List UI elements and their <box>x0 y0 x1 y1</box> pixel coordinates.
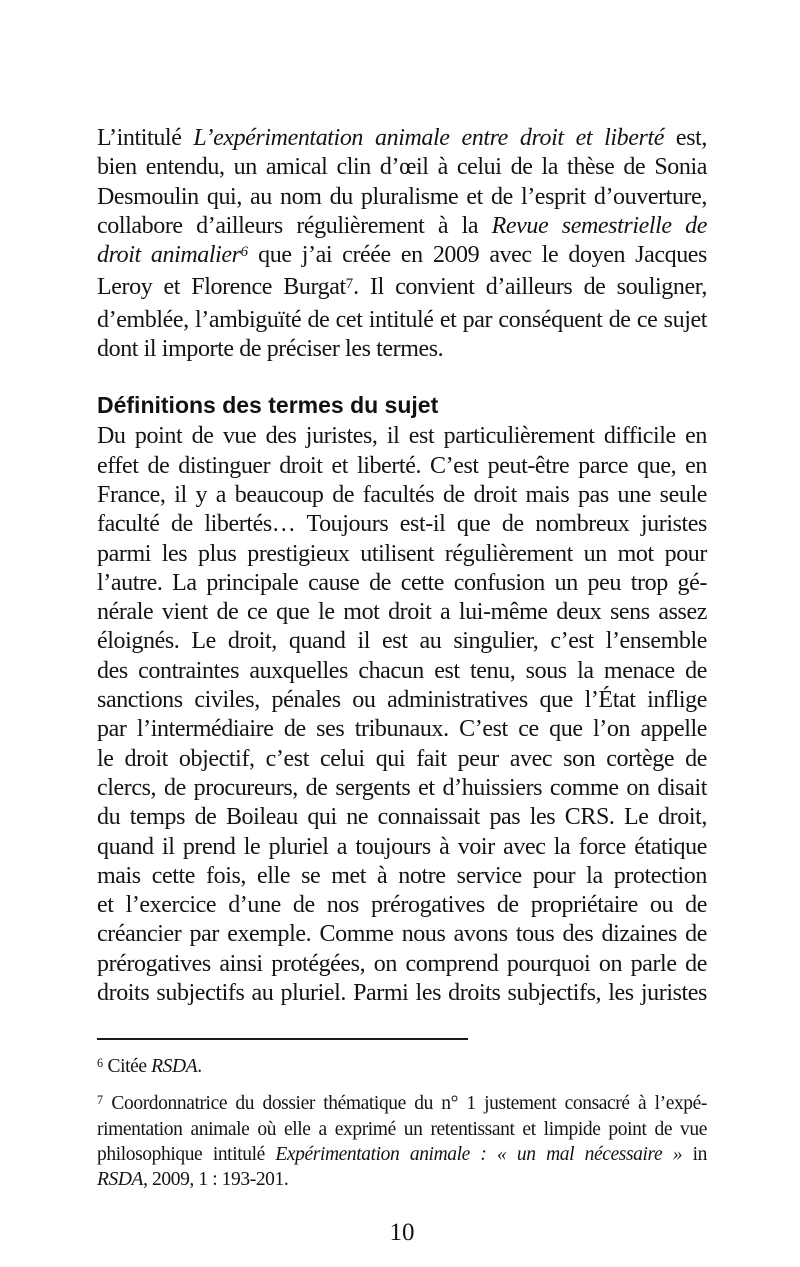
text-line: $^7$ Coordonnatrice du dossier thématique du n° 1 justement consacré à l’expé- <box>97 1092 707 1115</box>
text-line: collabore d’ailleurs régulièrement à la Revue semestrielle de <box>97 212 707 239</box>
text-line: dont il importe de préciser les termes. <box>97 336 444 363</box>
paragraph-definitions <box>97 422 707 1008</box>
text-line: sanctions civiles, pénales ou administratives que l’État inflige <box>97 687 707 714</box>
paragraph-intro <box>97 124 707 364</box>
footnote-7 <box>97 1092 707 1192</box>
text-line: l’autre. La principale cause de cette confusion un peu trop gé- <box>97 569 707 596</box>
text-line: Desmoulin qui, au nom du pluralisme et de l’esprit d’ouverture, <box>97 183 707 210</box>
text-line: prérogatives ainsi protégées, on comprend pourquoi on parle de <box>97 950 707 977</box>
text-line: L’intitulé L’expérimentation animale entre droit et liberté est, <box>97 125 707 151</box>
text-line: Leroy et Florence Burgat$^7$. Il convient d’ailleurs de souligner, <box>97 274 707 301</box>
text-line: faculté de libertés… Toujours est-il que de nombreux juristes <box>97 511 707 538</box>
text-line: bien entendu, un amical clin d’œil à celui de la thèse de Sonia <box>97 154 707 181</box>
text-line: Du point de vue des juristes, il est particulièrement difficile en <box>97 423 707 450</box>
text-line: clercs, de procureurs, de sergents et d’huissiers comme on disait <box>97 774 707 801</box>
text-line: créancier par exemple. Comme nous avons tous des dizaines de <box>97 921 707 948</box>
text-line: mais cette fois, elle se met à notre service pour la protection <box>97 862 707 889</box>
page-number: 10 <box>389 1219 415 1247</box>
text-line: parmi les plus prestigieux utilisent régulièrement un mot pour <box>97 540 707 567</box>
text-line: droit animalier$^6$ que j’ai créée en 2009 avec le doyen Jacques <box>97 242 707 269</box>
text-line: le droit objectif, c’est celui qui fait peur avec son cortège de <box>97 745 707 772</box>
section-heading: Définitions des termes du sujet <box>97 392 439 419</box>
text-line: philosophique intitulé Expérimentation animale : « un mal nécessaire » in <box>97 1143 707 1165</box>
text-line: nérale vient de ce que le mot droit a lui-même deux sens assez <box>97 599 707 626</box>
text-line: par l’intermédiaire de ses tribunaux. C’est ce que l’on appelle <box>97 716 707 743</box>
text-line: RSDA, 2009, 1 : 193-201. <box>97 1168 289 1190</box>
text-line: des contraintes auxquelles chacun est tenu, sous la menace de <box>97 657 707 684</box>
text-line: d’emblée, l’ambiguïté de cet intitulé et par conséquent de ce sujet <box>97 306 707 333</box>
text-column <box>97 0 707 1248</box>
text-line: et l’exercice d’une de nos prérogatives de propriétaire ou de <box>97 892 707 919</box>
text-line: France, il y a beaucoup de facultés de droit mais pas une seule <box>97 481 707 508</box>
footnote-separator-rule <box>97 1038 468 1040</box>
text-line: $^6$ Citée RSDA. <box>97 1055 202 1078</box>
text-line: rimentation animale où elle a exprimé un retentissant et limpide point de vue <box>97 1118 707 1140</box>
text-line: quand il prend le pluriel a toujours à voir avec la force étatique <box>97 833 707 860</box>
footnote-6 <box>97 1055 707 1081</box>
text-line: du temps de Boileau qui ne connaissait pas les CRS. Le droit, <box>97 804 707 831</box>
text-line: effet de distinguer droit et liberté. C’est peut-être parce que, en <box>97 452 707 479</box>
text-line: éloignés. Le droit, quand il est au singulier, c’est l’ensemble <box>97 628 707 655</box>
text-line: droits subjectifs au pluriel. Parmi les droits subjectifs, les juristes <box>97 980 707 1007</box>
